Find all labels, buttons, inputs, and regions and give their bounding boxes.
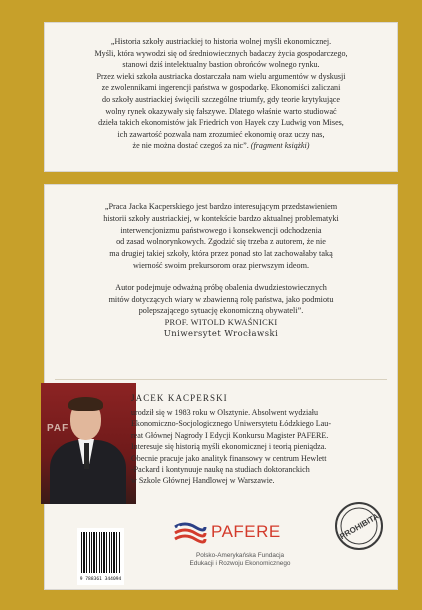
publisher-logo-text: PAFERE	[211, 522, 281, 541]
review-line: historii szkoły austriackiej, w kontekście bardzo aktualnej problematyki	[103, 213, 339, 223]
quote-line: ze zwolennikami ingerencji państwa w gospodarkę. Ekonomiści zaliczani	[101, 83, 341, 93]
photo-backdrop-text: PAF	[47, 423, 70, 434]
review-line: polepszającego sytuację ekonomiczną obywateli”.	[138, 306, 304, 316]
review-line: mitów dotyczących wiary w zbawienną rolę państwa, jako podmiotu	[108, 294, 334, 304]
quote-panel	[44, 22, 398, 172]
review-line: ma drugiej takiej szkoły, która przez ponad sto lat zachowałaby taką	[109, 249, 333, 259]
bio-line: reat Głównej Nagrody I Edycji Konkursu Magister PAFERE.	[131, 430, 329, 440]
review-line: Autor podejmuje odważną próbę obalenia dwudziestowiecznych	[115, 282, 327, 292]
review-text	[61, 201, 381, 317]
quote-line: wolny rynek okazywały się fałszywe. Dlatego właśnie warto studiować	[105, 106, 337, 116]
publisher-name-line: Polsko-Amerykańska Fundacja	[195, 552, 285, 559]
isbn-barcode	[77, 528, 124, 585]
review-signature	[45, 318, 397, 338]
section-divider	[55, 379, 387, 380]
bio-line: Interesuje się historią myśli ekonomicznej i teorią pieniądza.	[131, 442, 327, 452]
stamp-text: PROHIBITA	[338, 511, 381, 542]
author-tie	[84, 443, 89, 469]
pafere-flag-icon	[173, 521, 207, 547]
publisher-name-line: Edukacji i Rozwoju Ekonomicznego	[189, 560, 291, 568]
quote-line: Myśli, która wywodzi się od średniowiecznych badaczy życia gospodarczego,	[94, 48, 348, 58]
quote-line: stanowi dziś intelektualny bastion obrońców wolnego rynku.	[122, 60, 320, 70]
isbn-number: 9 788361 344094	[79, 577, 122, 582]
bio-line: urodził się w 1983 roku w Olsztynie. Absolwent wydziału	[131, 408, 319, 417]
review-line: „Praca Jacka Kacperskiego jest bardzo interesującym przedstawieniem	[104, 202, 338, 211]
quote-text: że nie można dostać czegoś za nic”.	[132, 141, 249, 151]
quote-source: (fragment książki)	[250, 141, 310, 151]
review-paragraph-1	[61, 201, 381, 272]
author-photo	[41, 383, 136, 504]
barcode-bars	[81, 532, 120, 573]
quote-last-line	[57, 140, 385, 152]
review-line: od zasad wolnorynkowych. Zgodzić się trzeba z autorem, że nie	[116, 237, 326, 247]
bio-line: Obecnie pracuje jako analityk finansowy w centrum Hewlett	[131, 453, 327, 463]
review-line: interwencjonizmu państwowego i konsekwencji odchodzenia	[120, 225, 322, 235]
author-hair	[68, 397, 103, 411]
reviewer-name: PROF. WITOLD KWAŚNICKI	[164, 318, 278, 327]
bio-line: -Packard i kontynuuje naukę na studiach doktoranckich	[131, 465, 310, 475]
reviewer-institution: Uniwersytet Wrocławski	[163, 328, 279, 338]
prohibita-stamp-icon	[333, 500, 385, 552]
quote-line: Przez wieki szkoła austriacka dostarczała nam wielu argumentów w dyskusji	[96, 71, 346, 81]
quote-line: do szkoły austriackiej święcili szczególne triumfy, gdy teorie krytykujące	[102, 94, 340, 104]
author-bio	[131, 407, 387, 487]
quote-line: dzieła takich ekonomistów jak Friedrich von Hayek czy Ludwig von Mises,	[98, 118, 344, 128]
quote-line: ich zawartość pozwala nam zrozumieć ekonomię oraz uczy nas,	[117, 129, 325, 139]
review-paragraph-2	[61, 282, 381, 317]
author-name: JACEK KACPERSKI	[131, 393, 228, 403]
quote-line: „Historia szkoły austriackiej to historia wolnej myśli ekonomicznej.	[110, 37, 332, 46]
review-line: wierność swoim prekursorom oraz pierwszym ideom.	[133, 260, 309, 270]
publisher-name	[175, 552, 305, 569]
bio-line: Ekonomiczno-Socjologicznego Uniwersytetu Łódzkiego Lau-	[131, 419, 331, 429]
review-panel	[44, 184, 398, 590]
author-info	[131, 393, 387, 487]
bio-line: w Szkole Głównej Handlowej w Warszawie.	[131, 476, 275, 486]
